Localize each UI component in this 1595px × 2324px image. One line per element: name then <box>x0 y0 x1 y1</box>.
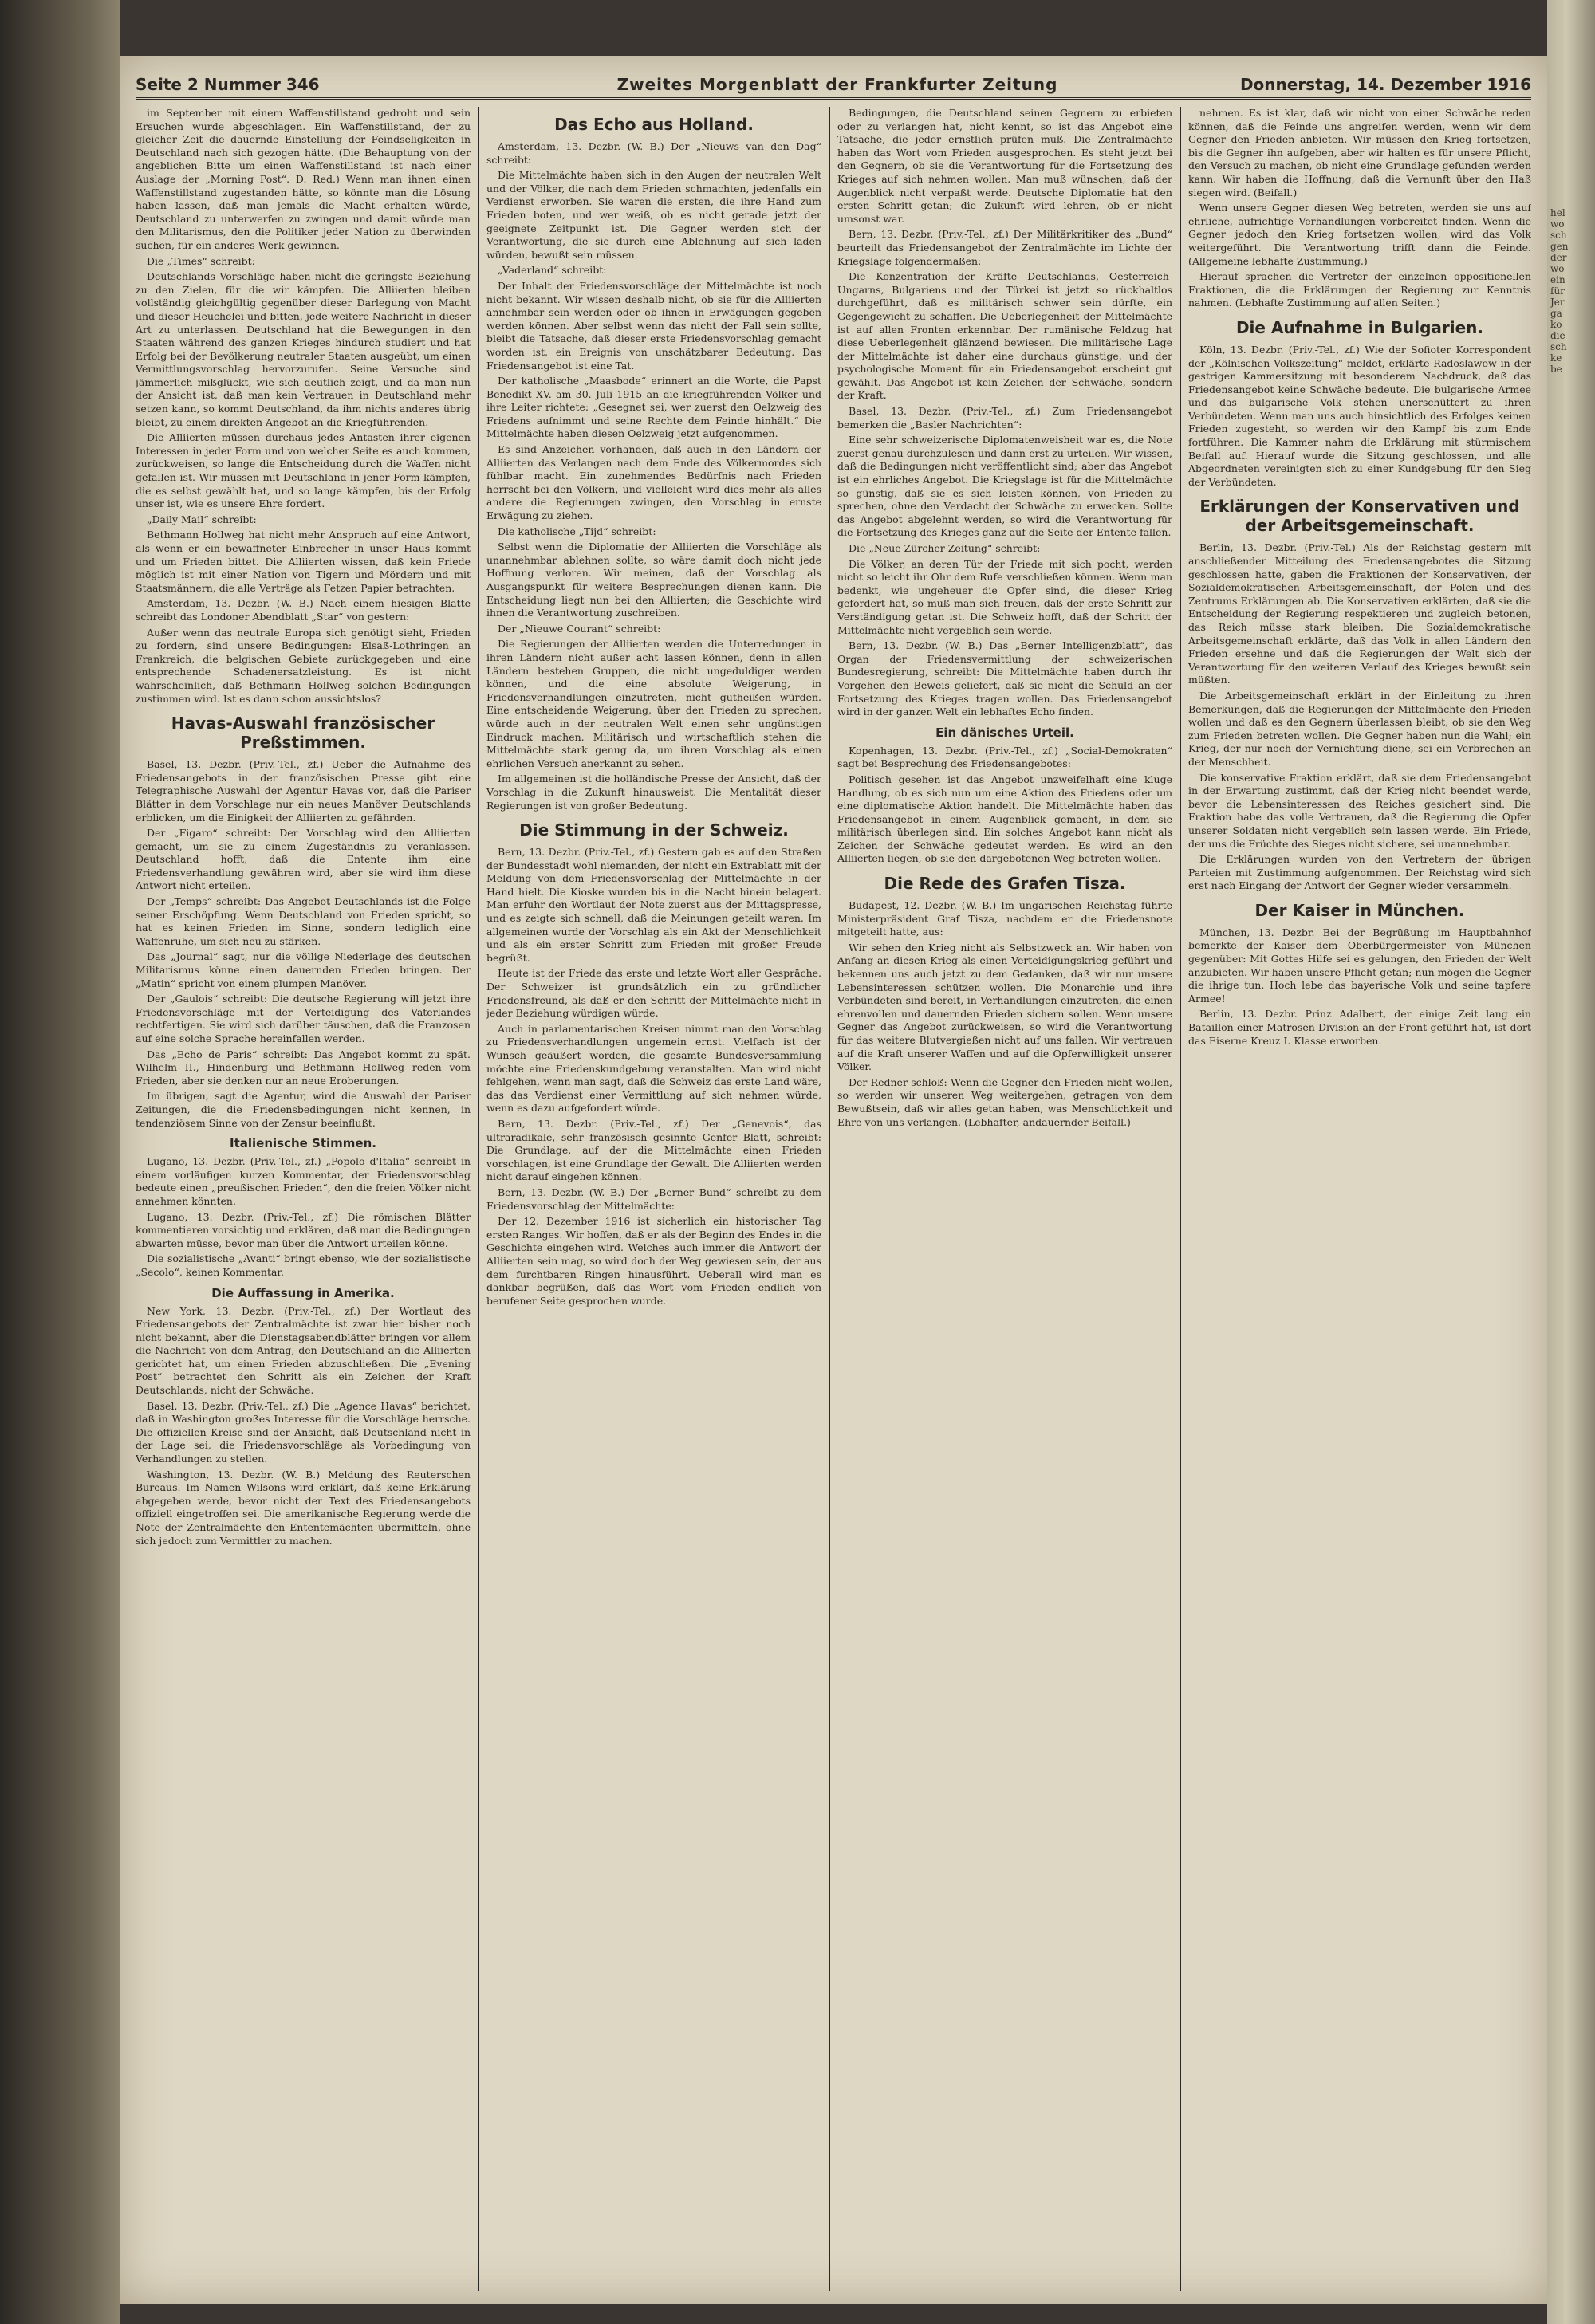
article-paragraph: im September mit einem Waffenstillstand gedroht und sein Ersuchen wurde abgeschlagen. Ein Waffenstillstand, der zu gleicher Zeit die dauernde Einstellung der Feindseligkeiten in Deutschland nach sich gezogen hätte. (Die Behauptung von der angeblichen Bitte um einen Waffenstillstand ist nach einer Auslage der „Morning Post“. D. Red.) Wenn man ihnen einen Waffenstillstand zugestanden hätte, so könnte man die Lösung haben lassen, daß man jemals die Macht erhalten würde, Deutschland zu unterwerfen zu zwingen und damit würde man den Militarismus, den die Politiker jeder Nation zu überwinden suchen, für ein anderes Werk gewinnen. <box>136 107 471 251</box>
article-paragraph: Selbst wenn die Diplomatie der Alliierten die Vorschläge als unannehmbar ablehnen sollte, so wäre damit doch nicht jede Hoffnung verloren. Wir meinen, daß der Vorschlag als Ausgangspunkt für weitere Besprechungen dienen kann. Die Entscheidung liegt nun bei den Alliierten; die Geschichte wird ihnen die Verantwortung zuschreiben. <box>486 541 821 619</box>
article-paragraph: Amsterdam, 13. Dezbr. (W. B.) Der „Nieuws van den Dag“ schreibt: <box>486 140 821 166</box>
article-paragraph: München, 13. Dezbr. Bei der Begrüßung im Hauptbahnhof bemerkte der Kaiser dem Oberbürgermeister von München gegenüber: Mit Gottes Hilfe sei es gelungen, den Frieden der Welt anzubieten. Wir haben unsere Pflicht getan; nun mögen die Gegner die ihrige tun. Hoch lebe das bayerische Volk und seine tapfere Armee! <box>1188 926 1531 1005</box>
article-paragraph: Der „Gaulois“ schreibt: Die deutsche Regierung will jetzt ihre Friedensvorschläge mit der Verteidigung des Vaterlandes rechtfertigen. Sie wird sich darüber täuschen, daß die Franzosen auf eine solche Sprache hereinfallen werden. <box>136 993 471 1044</box>
newspaper-page <box>120 56 1547 2304</box>
article-paragraph: Bethmann Hollweg hat nicht mehr Anspruch auf eine Antwort, als wenn er ein bewaffneter Einbrecher in unser Haus kommt und um Frieden bittet. Die Alliierten wissen, daß kein Friede möglich ist mit einer Nation von Tigern und Mördern und mit Staatsmännern, die alle Verträge als Fetzen Papier betrachten. <box>136 529 471 594</box>
article-paragraph: Der „Nieuwe Courant“ schreibt: <box>498 622 661 635</box>
article-paragraph: Basel, 13. Dezbr. (Priv.-Tel., zf.) Ueber die Aufnahme des Friedensangebots in der französischen Presse gibt eine Telegraphische Auswahl der Agentur Havas vor, daß die Pariser Blätter in dem Vorschlage nur ein neues Manöver Deutschlands erblicken, um die Einigkeit der Alliierten zu gefährden. <box>136 758 471 824</box>
article-headline: Die Rede des Grafen Tisza. <box>884 874 1126 894</box>
column-4 <box>1188 107 1531 2291</box>
article-paragraph: Die Mittelmächte haben sich in den Augen der neutralen Welt und der Völker, die nach dem Frieden schmachten, jedenfalls ein Verdienst erworben. Sie waren die ersten, die ihre Hand zum Frieden boten, und wer weiß, ob es nicht gerade jetzt der geeignete Zeitpunkt ist. Die Gegner werden sich der Verantwortung, die sie durch eine Ablehnung auf sich laden würden, bewußt sein müssen. <box>486 169 821 261</box>
article-headline: Das Echo aus Holland. <box>554 115 754 134</box>
article-paragraph: Das „Echo de Paris“ schreibt: Das Angebot kommt zu spät. Wilhelm II., Hindenburg und Bethmann Hollweg reden vom Frieden, aber sie denken nur an neue Eroberungen. <box>136 1048 471 1087</box>
article-paragraph: Die Völker, an deren Tür der Friede mit sich pocht, werden nicht so leicht ihr Ohr dem Rufe verschließen können. Wenn man bedenkt, wie ungeheuer die Opfer sind, die dieser Krieg gefordert hat, so muß man sich freuen, daß der erste Schritt zur Verständigung getan ist. Die Schweiz hofft, daß der Schritt der Mittelmächte nicht vergeblich sein werde. <box>837 557 1172 636</box>
article-paragraph: Der Inhalt der Friedensvorschläge der Mittelmächte ist noch nicht bekannt. Wir wissen deshalb nicht, ob sie für die Alliierten annehmbar sein werden oder ob ihnen in Erwägungen gegeben werden können. Aber selbst wenn das nicht der Fall sein sollte, bleibt die Tatsache, daß dieser erste Friedensvorschlag gemacht worden ist, ein Ereignis von unschätzbarer Bedeutung. Das Friedensangebot ist eine Tat. <box>486 279 821 372</box>
column-3 <box>837 107 1172 2291</box>
article-paragraph: Bern, 13. Dezbr. (Priv.-Tel., zf.) Gestern gab es auf den Straßen der Bundesstadt wohl niemanden, der nicht ein Extrablatt mit der Meldung von dem Friedensvorschlag der Mittelmächte in der Hand hielt. Die Kioske wurden bis in die Nacht hinein belagert. Man erfuhr den Wortlaut der Note zuerst aus der Mittagspresse, und es zeigte sich schnell, daß die Meinungen geteilt waren. Im allgemeinen wurde der Vorschlag als ein Akt der Menschlichkeit und als ein erster Schritt zum Frieden mit großer Freude begrüßt. <box>486 846 821 964</box>
article-paragraph: Bern, 13. Dezbr. (W. B.) Der „Berner Bund“ schreibt zu dem Friedensvorschlag der Mittelmächte: <box>486 1186 821 1212</box>
column-rule <box>478 107 479 2291</box>
article-paragraph: „Vaderland“ schreibt: <box>498 264 607 277</box>
article-headline: Der Kaiser in München. <box>1254 900 1465 920</box>
column-2 <box>486 107 821 2291</box>
article-paragraph: Washington, 13. Dezbr. (W. B.) Meldung des Reuterschen Bureaus. Im Namen Wilsons wird erklärt, daß keine Erklärung abgegeben werde, bevor nicht der Text des Friedensangebots offiziell eingetroffen sei. Die amerikanische Regierung werde die Note der Zentralmächte den Ententemächten übermitteln, ohne sich jedoch zum Vermittler zu machen. <box>136 1468 471 1547</box>
article-paragraph: Es sind Anzeichen vorhanden, daß auch in den Ländern der Alliierten das Verlangen nach dem Ende des Völkermordes sich fühlbar macht. Ein zunehmendes Bedürfnis nach Frieden herrscht bei den Völkern, und vielleicht wird dies mehr als alles andere die Regierungen zwingen, den Vorschlag in ernste Erwägung zu ziehen. <box>486 443 821 522</box>
article-paragraph: Politisch gesehen ist das Angebot unzweifelhaft eine kluge Handlung, ob es sich nun um eine Aktion des Friedens oder um eine diplomatische Aktion handelt. Die Mittelmächte haben das Friedensangebot in einem Augenblick gemacht, in dem sie militärisch überlegen sind. Ein solches Angebot kann nicht als Zeichen der Schwäche gedeutet werden. Es wird an den Alliierten liegen, ob sie den dargebotenen Weg betreten wollen. <box>837 773 1172 865</box>
article-paragraph: Kopenhagen, 13. Dezbr. (Priv.-Tel., zf.) „Social-Demokraten“ sagt bei Besprechung des Friedensangebotes: <box>837 744 1172 770</box>
article-headline: Havas-Auswahl französischer Preßstimmen. <box>171 714 435 753</box>
article-headline: Italienische Stimmen. <box>230 1136 376 1151</box>
next-page-text-fragment: hel wo sch gen der wo ein für Jer ga ko die sch ke be <box>1550 207 1569 375</box>
article-paragraph: Die konservative Fraktion erklärt, daß sie dem Friedensangebot in der Erwartung zustimmt, daß der Krieg nicht beendet werde, bevor die Lebensinteressen des Reiches gesichert sind. Die Fraktion habe das volle Vertrauen, daß die Regierung die Opfer unserer Soldaten nicht vergeblich sein lassen werde. Ein Friede, der uns die Früchte des Sieges nicht sichere, sei unannehmbar. <box>1188 771 1531 850</box>
article-paragraph: Die Erklärungen wurden von den Vertretern der übrigen Parteien mit Zustimmung aufgenommen. Der Reichstag wird sich erst nach Eingang der Antwort der Gegner wieder versammeln. <box>1188 853 1531 892</box>
article-paragraph: Lugano, 13. Dezbr. (Priv.-Tel., zf.) „Popolo d'Italia“ schreibt in einem vorläufigen kurzen Kommentar, der Friedensvorschlag bedeute einen „preußischen Frieden“, den die freien Völker nicht annehmen könnten. <box>136 1155 471 1207</box>
article-headline: Erklärungen der Konservativen und der Arbeitsgemeinschaft. <box>1199 497 1520 536</box>
article-paragraph: Bern, 13. Dezbr. (W. B.) Das „Berner Intelligenzblatt“, das Organ der Friedensvermittlung der schweizerischen Bundesregierung, schreibt: Die Mittelmächte haben durch ihr Vorgehen den Beweis geliefert, daß sie nicht die Schuld an der Fortsetzung des Krieges tragen wollen. Das Friedensangebot wird in der ganzen Welt ein lebhaftes Echo finden. <box>837 639 1172 718</box>
article-paragraph: Der Redner schloß: Wenn die Gegner den Frieden nicht wollen, so werden wir unseren Weg weitergehen, getragen von dem Bewußtsein, daß wir alles getan haben, was Menschlichkeit und Ehre von uns verlangen. (Lebhafter, andauernder Beifall.) <box>837 1075 1172 1128</box>
article-paragraph: Bedingungen, die Deutschland seinen Gegnern zu erbieten oder zu verlangen hat, nicht kennt, so ist das Angebot eine Tatsache, die jeder ernstlich prüfen muß. Die Zentralmächte haben das Wort vom Frieden ausgesprochen. Es steht jetzt bei den Gegnern, ob sie die Verantwortung für die Fortsetzung des Krieges auf sich nehmen wollen. Man muß wünschen, daß der Augenblick nicht verpaßt werde. Deutsche Diplomatie hat den ersten Schritt getan; die Zukunft wird lehren, ob er nicht umsonst war. <box>837 107 1172 225</box>
article-paragraph: Auch in parlamentarischen Kreisen nimmt man den Vorschlag zu Friedensverhandlungen ungemein ernst. Vielfach ist der Wunsch geäußert worden, die gesamte Bundesversammlung möchte eine Friedenskundgebung veranstalten. Man wird nicht fehlgehen, wenn man sagt, daß die Schweiz das erste Land wäre, das das Verdienst einer Vermittlung auf sich nehmen würde, wenn es dazu aufgefordert würde. <box>486 1022 821 1115</box>
article-paragraph: Außer wenn das neutrale Europa sich genötigt sieht, Frieden zu fordern, sind unsere Bedingungen: Elsaß-Lothringen an Frankreich, die belgischen Gebiete zurückgegeben und eine entsprechende Schadenersatzleistung. Es ist nicht wahrscheinlich, daß Bethmann Hollweg solchen Bedingungen zustimmen wird. Ist es dann schon aussichtslos? <box>136 626 471 705</box>
article-paragraph: Die katholische „Tijd“ schreibt: <box>498 525 656 537</box>
article-paragraph: Das „Journal“ sagt, nur die völlige Niederlage des deutschen Militarismus könne einen dauernden Frieden bringen. Der „Matin“ spricht von einem plumpen Manöver. <box>136 950 471 989</box>
article-paragraph: Die Arbeitsgemeinschaft erklärt in der Einleitung zu ihren Bemerkungen, daß die Regierungen der Mittelmächte den Frieden wollen und daß es den Gegnern überlassen bleibt, ob sie den Weg zum Frieden betreten wollen. Die Gegner haben nun die Wahl; ein Krieg, der nur noch der Vernichtung diene, sei ein Verbrechen an der Menschheit. <box>1188 689 1531 768</box>
next-page-edge <box>1547 0 1595 2324</box>
column-rule <box>829 107 830 2291</box>
article-paragraph: Wir sehen den Krieg nicht als Selbstzweck an. Wir haben von Anfang an diesen Krieg als einen Verteidigungskrieg geführt und bekennen uns auch jetzt zu dem Gedanken, daß wir nur unsere Lebensinteressen schützen wollen. Die Monarchie und ihre Verbündeten sind bereit, in Verhandlungen einzutreten, die einen ehrenvollen und dauernden Frieden sichern sollen. Wenn unsere Gegner das Angebot zurückweisen, so wird die Verantwortung für das weitere Blutvergießen nicht auf uns fallen. Wir vertrauen auf die Kraft unserer Waffen und auf die Opferwilligkeit unserer Völker. <box>837 941 1172 1073</box>
article-paragraph: Basel, 13. Dezbr. (Priv.-Tel., zf.) Zum Friedensangebot bemerken die „Basler Nachrichten“: <box>837 405 1172 431</box>
article-paragraph: Berlin, 13. Dezbr. (Priv.-Tel.) Als der Reichstag gestern mit anschließender Mitteilung des Friedensangebotes die Sitzung geschlossen hatte, gaben die Fraktionen der Konservativen, der Sozialdemokratischen Arbeitsgemeinschaft, der Polen und des Zentrums Erklärungen ab. Die Konservativen erklärten, daß sie die Entscheidung der Regierung respektieren und zugleich betonen, das Reich müsse stark bleiben. Die Sozialdemokratische Arbeitsgemeinschaft erklärte, daß das Volk in allen Ländern den Frieden ersehne und daß die Regierungen der Welt sich der Verantwortung für den weiteren Verlauf des Krieges bewußt sein müßten. <box>1188 541 1531 686</box>
article-paragraph: Köln, 13. Dezbr. (Priv.-Tel., zf.) Wie der Sofioter Korrespondent der „Kölnischen Volkszeitung“ meldet, erklärte Radoslawow in der gestrigen Kammersitzung mit besonderem Nachdruck, daß das Friedensangebot keine Schwäche bedeute. Die bulgarische Armee und das bulgarische Volk stehen unerschüttert zu ihren Verbündeten. Wenn man uns auch hinsichtlich des Erfolges keinen Frieden zugesteht, so werden wir den Kampf bis zum Ende fortführen. Die Kammer nahm die Erklärung mit stürmischem Beifall auf. Hierauf wurde die Sitzung geschlossen, und alle Abgeordneten vereinigten sich zu einer Kundgebung für den Sieg der Verbündeten. <box>1188 343 1531 488</box>
article-paragraph: Der 12. Dezember 1916 ist sicherlich ein historischer Tag ersten Ranges. Wir hoffen, daß er als der Beginn des Endes in die Geschichte eingehen wird. Welches auch immer die Antwort der Alliierten sein mag, so wird doch der Weg gewiesen sein, der aus dem furchtbaren Ringen hinausführt. Ueberall wird man es dankbar begrüßen, daß das Wort vom Frieden endlich von berufener Seite gesprochen wurde. <box>486 1215 821 1307</box>
article-paragraph: Amsterdam, 13. Dezbr. (W. B.) Nach einem hiesigen Blatte schreibt das Londoner Abendblatt „Star“ von gestern: <box>136 597 471 623</box>
article-paragraph: Hierauf sprachen die Vertreter der einzelnen oppositionellen Fraktionen, die die Erklärungen der Regierung zur Kenntnis nahmen. (Lebhafte Zustimmung auf allen Seiten.) <box>1188 270 1531 309</box>
article-headline: Ein dänisches Urteil. <box>935 725 1074 740</box>
article-paragraph: Der „Temps“ schreibt: Das Angebot Deutschlands ist die Folge seiner Erschöpfung. Wenn Deutschland von Frieden spricht, so hat es keinen Frieden im Sinne, sondern lediglich eine Waffenruhe, um sich neu zu stärken. <box>136 895 471 947</box>
article-paragraph: New York, 13. Dezbr. (Priv.-Tel., zf.) Der Wortlaut des Friedensangebots der Zentralmächte ist zwar hier bisher noch nicht bekannt, aber die Dienstagsabendblätter bringen vor allem die Nachricht von dem Antrag, den Deutschland an die Alliierten gerichtet hat, um einen Frieden abzuschließen. Die „Evening Post“ betrachtet den Schritt als ein Zeichen der Kraft Deutschlands, nicht der Schwäche. <box>136 1304 471 1397</box>
article-paragraph: Die „Times“ schreibt: <box>147 254 255 267</box>
article-paragraph: Der „Figaro“ schreibt: Der Vorschlag wird den Alliierten gemacht, um sie zu einem Zugeständnis zu veranlassen. Deutschland hofft, daß die Entente ihm eine Friedensverhandlung gewähren wird, aber sie wird ihm diese Antwort nicht erteilen. <box>136 827 471 892</box>
paper-name: Zweites Morgenblatt der Frankfurter Zeitung <box>616 75 1058 94</box>
article-paragraph: Bern, 13. Dezbr. (Priv.-Tel., zf.) Der Militärkritiker des „Bund“ beurteilt das Friedensangebot der Zentralmächte im Lichte der Kriegslage folgendermaßen: <box>837 228 1172 267</box>
article-headline: Die Auffassung in Amerika. <box>211 1285 395 1300</box>
article-paragraph: Budapest, 12. Dezbr. (W. B.) Im ungarischen Reichstag führte Ministerpräsident Graf Tisza, nachdem er die Friedensnote mitgeteilt hatte, aus: <box>837 899 1172 938</box>
article-paragraph: Die sozialistische „Avanti“ bringt ebenso, wie der sozialistische „Secolo“, keinen Kommentar. <box>136 1252 471 1278</box>
article-paragraph: Die Regierungen der Alliierten werden die Unterredungen in ihren Ländern nicht außer acht lassen können, denn in allen Ländern bestehen Gruppen, die nicht ungeduldiger werden können, und die eine absolute Weigerung, in Friedensverhandlungen einzutreten, nicht gutheißen würden. Eine entscheidende Weigerung, über den Frieden zu sprechen, würde auch in der neutralen Welt einen sehr ungünstigen Eindruck machen. Militärisch und wirtschaftlich stehen die Mittelmächte stark genug da, um ihren Vorschlag als einen ehrlichen Versuch anerkannt zu sehen. <box>486 638 821 769</box>
article-paragraph: Wenn unsere Gegner diesen Weg betreten, werden sie uns auf ehrliche, aufrichtige Verhandlungen vorbereitet finden. Wenn die Gegner jedoch den Krieg fortsetzen wollen, wird das Volk weitergeführt. Die Verantwortung trifft dann die Feinde. (Allgemeine lebhafte Zustimmung.) <box>1188 202 1531 267</box>
page-number: Seite 2 Nummer 346 <box>136 75 320 94</box>
article-paragraph: Im allgemeinen ist die holländische Presse der Ansicht, daß der Vorschlag in die Zukunft hinausweist. Die Mentalität dieser Regierungen ist von großer Bedeutung. <box>486 773 821 812</box>
column-rule <box>1180 107 1181 2291</box>
article-paragraph: nehmen. Es ist klar, daß wir nicht von einer Schwäche reden können, daß die Feinde uns angreifen werden, wenn wir dem Gegner den Frieden anbieten. Wir müssen den Krieg fortsetzen, bis die Gegner ihn aufgeben, aber wir halten es für unsere Pflicht, den Versuch zu machen, ob nicht eine Grundlage gefunden werden kann. Wir haben die Hoffnung, daß die Vernunft über den Haß siegen wird. (Beifall.) <box>1188 107 1531 199</box>
article-paragraph: Lugano, 13. Dezbr. (Priv.-Tel., zf.) Die römischen Blätter kommentieren vorsichtig und erklären, daß man die Bedingungen abwarten müsse, bevor man über die Antwort urteilen könne. <box>136 1210 471 1249</box>
article-paragraph: Die „Neue Zürcher Zeitung“ schreibt: <box>849 542 1041 554</box>
article-paragraph: Der katholische „Maasbode“ erinnert an die Worte, die Papst Benedikt XV. am 30. Juli 1915 an die kriegführenden Völker und ihre Leiter richtete: „Gesegnet sei, wer zuerst den Oelzweig des Friedens aufnimmt und seine Rechte dem Feinde hinhält.“ Die Mittelmächte haben diesen Oelzweig jetzt aufgenommen. <box>486 375 821 440</box>
article-paragraph: Die Konzentration der Kräfte Deutschlands, Oesterreich-Ungarns, Bulgariens und der Türkei ist jetzt so rückhaltlos durchgeführt, daß es militärisch schwer sein dürfte, ein Gegengewicht zu schaffen. Die Ueberlegenheit der Mittelmächte ist auf allen Fronten erkennbar. Der rumänische Feldzug hat diese Ueberlegenheit glänzend bewiesen. Die militärische Lage der Mittelmächte ist daher eine durchaus günstige, und der psychologische Moment für ein Friedensangebot erscheint gut gewählt. Das Angebot ist kein Zeichen der Schwäche, sondern der Kraft. <box>837 270 1172 402</box>
article-headline: Die Aufnahme in Bulgarien. <box>1235 317 1484 337</box>
article-paragraph: Die Alliierten müssen durchaus jedes Antasten ihrer eigenen Interessen in jeder Form und von welcher Seite es auch kommen, zurückweisen, so lange die Entscheidung durch die Waffen nicht gefallen ist. Wir müssen mit Deutschland in jener Form kämpfen, die es selbst gewählt hat, und so lange kämpfen, bis der Erfolg unser ist, wie es unsere Ehre fordert. <box>136 431 471 510</box>
adjacent-page-edge <box>0 0 120 2324</box>
article-paragraph: Eine sehr schweizerische Diplomatenweisheit war es, die Note zuerst genau durchzulesen und dann erst zu urteilen. Wir wissen, daß die Bedingungen nicht veröffentlicht sind; aber das Angebot ist ein ehrliches Angebot. Die Kriegslage ist für die Mittelmächte so günstig, daß sie es sich leisten können, von Frieden zu sprechen, ohne den Verdacht der Schwäche zu erwecken. Sollte das Angebot abgelehnt werden, so wird die Verantwortung für die Fortsetzung des Krieges ganz auf die Seite der Entente fallen. <box>837 434 1172 539</box>
article-paragraph: Basel, 13. Dezbr. (Priv.-Tel., zf.) Die „Agence Havas“ berichtet, daß in Washington großes Interesse für die Vorschläge herrsche. Die offiziellen Kreise sind der Ansicht, daß Deutschland nicht in der Lage sei, die Friedensvorschläge als Vorbedingung von Verhandlungen zu stellen. <box>136 1399 471 1465</box>
article-paragraph: Heute ist der Friede das erste und letzte Wort aller Gespräche. Der Schweizer ist grundsätzlich ein zu gründlicher Friedensfreund, als daß er den Schritt der Mittelmächte nicht in jeder Beziehung würdigen würde. <box>486 967 821 1020</box>
article-paragraph: Im übrigen, sagt die Agentur, wird die Auswahl der Pariser Zeitungen, die die Friedensbedingungen nicht kennen, in tendenziösem Sinne von der Zensur beeinflußt. <box>136 1090 471 1129</box>
article-paragraph: Bern, 13. Dezbr. (Priv.-Tel., zf.) Der „Genevois“, das ultraradikale, sehr französisch gesinnte Genfer Blatt, schreibt: Die Grundlage, auf der die Mittelmächte einen Frieden vorschlagen, ist eine Grundlage der Gewalt. Die Alliierten werden nicht darauf eingehen können. <box>486 1117 821 1183</box>
article-paragraph: „Daily Mail“ schreibt: <box>147 513 257 525</box>
issue-date: Donnerstag, 14. Dezember 1916 <box>1239 75 1531 94</box>
article-headline: Die Stimmung in der Schweiz. <box>519 820 789 840</box>
page-header <box>136 73 1531 100</box>
column-1 <box>136 107 471 2291</box>
article-paragraph: Deutschlands Vorschläge haben nicht die geringste Beziehung zu den Zielen, für die wir kämpfen. Die Alliierten bleiben vollständig gleichgültig gegenüber dieser Darlegung von Macht und dieser Heuchelei und bitten, jede weitere Nachricht in dieser Art zu unterlassen. Deutschland hat die Bewegungen in den Staaten während des ganzen Krieges hindurch studiert und hat Erfolg bei der Bevölkerung neutraler Staaten ausgeübt, um einen Vermittlungsvorschlag hervorzurufen. Seine Versuche sind jämmerlich mißglückt, wie sich deutlich zeigt, und da man nun der Ansicht ist, daß man kein Vertrauen in Deutschland mehr setzen kann, so kommt Deutschland, da ihm nichts anderes übrig bleibt, zu einem direkten Angebot an die Kriegführenden. <box>136 270 471 428</box>
article-paragraph: Berlin, 13. Dezbr. Prinz Adalbert, der einige Zeit lang ein Bataillon einer Matrosen-Division an der Front geführt hat, ist dort das Eiserne Kreuz I. Klasse erworben. <box>1188 1008 1531 1047</box>
